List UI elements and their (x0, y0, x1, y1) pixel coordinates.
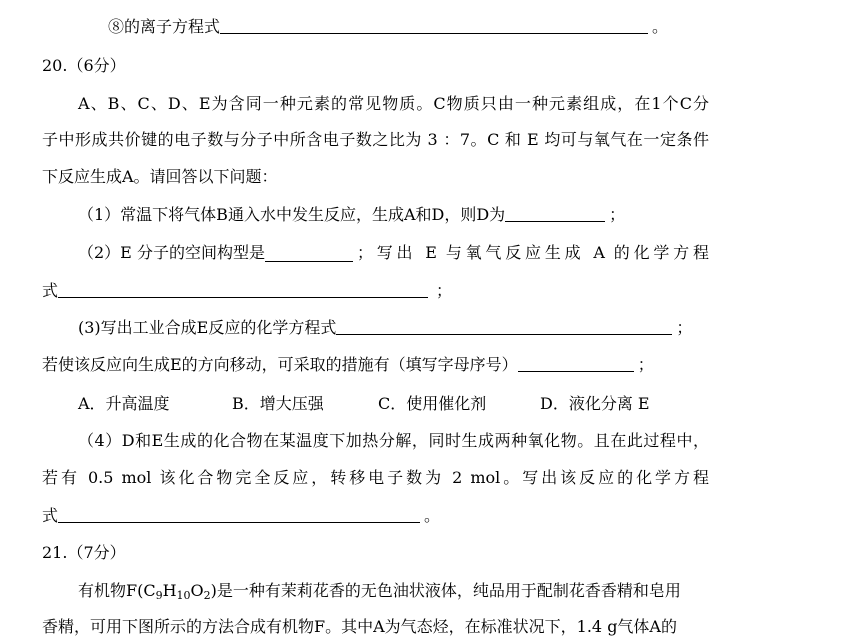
q20-part4-line2: 若有 0.5 mol 该化合物完全反应，转移电子数为 2 mol。写出该反应的化学方程 (42, 468, 709, 487)
q20-intro-line1: A、B、C、D、E为含同一种元素的常见物质。C物质只由一种元素组成，在1个C分 (78, 94, 709, 113)
q20-options (78, 391, 846, 417)
q20-part4-line1: （4）D和E生成的化合物在某温度下加热分解，同时生成两种氧化物。且在此过程中， (78, 431, 709, 450)
answer-blank[interactable] (58, 281, 428, 298)
answer-blank[interactable] (505, 205, 605, 222)
answer-blank[interactable] (518, 355, 634, 372)
option-a[interactable]: A．升高温度 (78, 394, 170, 413)
q19-item8-prefix: ⑧的离子方程式 (108, 17, 221, 36)
q20-part3-line2: 若使该反应向生成E的方向移动，可采取的措施有（填写字母序号） ； (42, 355, 654, 374)
q20-part2-line2: 式 ； (42, 281, 453, 300)
q20-part3-line1: (3)写出工业合成E反应的化学方程式 ； (78, 318, 693, 337)
q21-line1: 有机物$F(C_9H_{10}O_2)$是一种有茉莉花香的无色油状液体，纯品用于配制花香香精和皂用 (78, 581, 681, 602)
q20-part2-line1: （2）E 分子的空间构型是 ；写出 E 与氧气反应生成 A 的化学方程 (78, 243, 709, 262)
option-c[interactable]: C．使用催化剂 (378, 394, 487, 413)
q20-intro-line3: 下反应生成A。请回答以下问题： (42, 167, 278, 186)
option-d[interactable]: D．液化分离 E (540, 394, 650, 413)
option-b[interactable]: B．增大压强 (232, 394, 324, 413)
q20-part1: （1）常温下将气体B通入水中发生反应，生成A和D，则D为 ； (78, 205, 626, 224)
answer-blank[interactable] (220, 17, 648, 34)
q21-header: 21.（7分） (42, 543, 126, 562)
q21-line2: 香精，可用下图所示的方法合成有机物F。其中A为气态烃，在标准状况下，1.4 g气体A的 (42, 617, 677, 636)
answer-blank[interactable] (58, 506, 420, 523)
answer-blank[interactable] (265, 245, 353, 262)
q20-part4-line3: 式 。 (42, 506, 441, 525)
answer-blank[interactable] (336, 318, 672, 335)
q20-header: 20.（6分） (42, 56, 126, 75)
q20-intro-line2: 子中形成共价键的电子数与分子中所含电子数之比为 3 ：7。C 和 E 均可与氧气在一定条件 (42, 130, 709, 149)
q19-item8-line: ⑧的离子方程式 。 (108, 17, 669, 36)
